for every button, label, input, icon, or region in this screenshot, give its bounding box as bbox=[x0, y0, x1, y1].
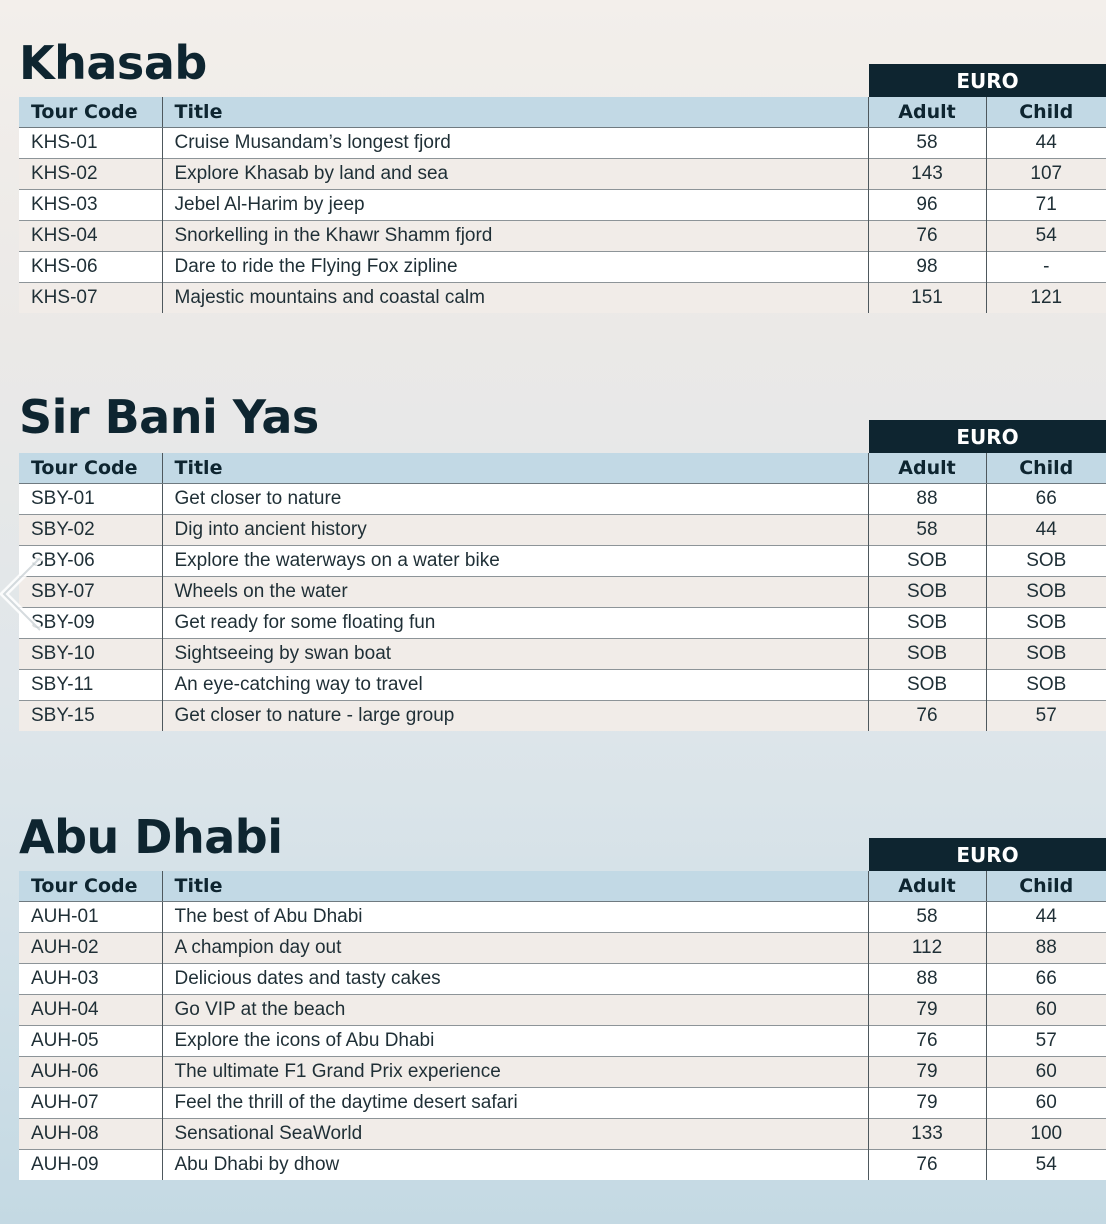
currency-header: EURO bbox=[869, 64, 1106, 97]
tour-title-cell: The best of Abu Dhabi bbox=[162, 902, 868, 933]
adult-price-cell: SOB bbox=[868, 546, 986, 577]
tour-code-cell: KHS-04 bbox=[19, 221, 162, 252]
column-header-title: Title bbox=[162, 97, 868, 128]
tour-title-cell: Sensational SeaWorld bbox=[162, 1119, 868, 1150]
child-price-cell: 44 bbox=[986, 902, 1106, 933]
tour-code-cell: AUH-06 bbox=[19, 1057, 162, 1088]
table-row bbox=[19, 608, 1106, 639]
child-price-cell: 100 bbox=[986, 1119, 1106, 1150]
tour-title-cell: Majestic mountains and coastal calm bbox=[162, 283, 868, 314]
adult-price-cell: 58 bbox=[868, 902, 986, 933]
tour-title-cell: Abu Dhabi by dhow bbox=[162, 1150, 868, 1181]
tour-code-cell: SBY-01 bbox=[19, 484, 162, 515]
table-row bbox=[19, 902, 1106, 933]
tour-title-cell: Get closer to nature - large group bbox=[162, 701, 868, 732]
tour-title-cell: Snorkelling in the Khawr Shamm fjord bbox=[162, 221, 868, 252]
child-price-cell: 60 bbox=[986, 1057, 1106, 1088]
tour-title-cell: Dare to ride the Flying Fox zipline bbox=[162, 252, 868, 283]
tour-code-cell: KHS-07 bbox=[19, 283, 162, 314]
tour-title-cell: An eye-catching way to travel bbox=[162, 670, 868, 701]
tour-code-cell: AUH-02 bbox=[19, 933, 162, 964]
table-row bbox=[19, 484, 1106, 515]
adult-price-cell: SOB bbox=[868, 577, 986, 608]
column-header-child: Child bbox=[986, 871, 1106, 902]
tour-title-cell: Explore Khasab by land and sea bbox=[162, 159, 868, 190]
child-price-cell: 57 bbox=[986, 1026, 1106, 1057]
column-header-tour-code: Tour Code bbox=[19, 97, 162, 128]
table-row bbox=[19, 639, 1106, 670]
table-header-row bbox=[19, 97, 1106, 128]
tour-title-cell: Explore the waterways on a water bike bbox=[162, 546, 868, 577]
column-header-tour-code: Tour Code bbox=[19, 453, 162, 484]
tour-title-cell: Get closer to nature bbox=[162, 484, 868, 515]
adult-price-cell: SOB bbox=[868, 639, 986, 670]
child-price-cell: 54 bbox=[986, 1150, 1106, 1181]
adult-price-cell: 133 bbox=[868, 1119, 986, 1150]
tour-title-cell: Get ready for some floating fun bbox=[162, 608, 868, 639]
tour-code-cell: AUH-07 bbox=[19, 1088, 162, 1119]
child-price-cell: 66 bbox=[986, 484, 1106, 515]
tour-title-cell: Wheels on the water bbox=[162, 577, 868, 608]
adult-price-cell: 143 bbox=[868, 159, 986, 190]
child-price-cell: 60 bbox=[986, 1088, 1106, 1119]
table-row bbox=[19, 515, 1106, 546]
tour-code-cell: KHS-03 bbox=[19, 190, 162, 221]
adult-price-cell: 79 bbox=[868, 995, 986, 1026]
currency-header: EURO bbox=[869, 838, 1106, 871]
table-row bbox=[19, 1088, 1106, 1119]
tour-title-cell: Go VIP at the beach bbox=[162, 995, 868, 1026]
tour-title-cell: Sightseeing by swan boat bbox=[162, 639, 868, 670]
tour-code-cell: KHS-01 bbox=[19, 128, 162, 159]
table-row bbox=[19, 283, 1106, 314]
child-price-cell: 60 bbox=[986, 995, 1106, 1026]
adult-price-cell: 76 bbox=[868, 1026, 986, 1057]
adult-price-cell: 76 bbox=[868, 221, 986, 252]
tour-code-cell: AUH-04 bbox=[19, 995, 162, 1026]
child-price-cell: - bbox=[986, 252, 1106, 283]
table-row bbox=[19, 546, 1106, 577]
table-row bbox=[19, 1119, 1106, 1150]
child-price-cell: 54 bbox=[986, 221, 1106, 252]
table-row bbox=[19, 933, 1106, 964]
child-price-cell: SOB bbox=[986, 577, 1106, 608]
table-header-row bbox=[19, 453, 1106, 484]
adult-price-cell: 58 bbox=[868, 128, 986, 159]
tour-code-cell: SBY-06 bbox=[19, 546, 162, 577]
adult-price-cell: 98 bbox=[868, 252, 986, 283]
tour-code-cell: AUH-05 bbox=[19, 1026, 162, 1057]
tour-price-table bbox=[19, 97, 1106, 313]
column-header-child: Child bbox=[986, 453, 1106, 484]
table-header-row bbox=[19, 871, 1106, 902]
column-header-title: Title bbox=[162, 453, 868, 484]
adult-price-cell: 96 bbox=[868, 190, 986, 221]
column-header-child: Child bbox=[986, 97, 1106, 128]
column-header-adult: Adult bbox=[868, 97, 986, 128]
table-row bbox=[19, 701, 1106, 732]
tour-code-cell: SBY-07 bbox=[19, 577, 162, 608]
column-header-adult: Adult bbox=[868, 871, 986, 902]
child-price-cell: SOB bbox=[986, 546, 1106, 577]
tour-title-cell: The ultimate F1 Grand Prix experience bbox=[162, 1057, 868, 1088]
child-price-cell: 121 bbox=[986, 283, 1106, 314]
table-row bbox=[19, 1026, 1106, 1057]
adult-price-cell: SOB bbox=[868, 608, 986, 639]
child-price-cell: SOB bbox=[986, 670, 1106, 701]
table-row bbox=[19, 1057, 1106, 1088]
tour-title-cell: Dig into ancient history bbox=[162, 515, 868, 546]
tour-code-cell: SBY-02 bbox=[19, 515, 162, 546]
section-title: Abu Dhabi bbox=[19, 810, 283, 864]
tour-code-cell: AUH-03 bbox=[19, 964, 162, 995]
section-title: Sir Bani Yas bbox=[19, 390, 319, 444]
table-row bbox=[19, 964, 1106, 995]
tour-code-cell: SBY-10 bbox=[19, 639, 162, 670]
tour-title-cell: Jebel Al-Harim by jeep bbox=[162, 190, 868, 221]
table-row bbox=[19, 252, 1106, 283]
child-price-cell: 88 bbox=[986, 933, 1106, 964]
table-row bbox=[19, 128, 1106, 159]
tour-title-cell: Delicious dates and tasty cakes bbox=[162, 964, 868, 995]
tour-code-cell: AUH-08 bbox=[19, 1119, 162, 1150]
section-title: Khasab bbox=[19, 36, 207, 90]
table-row bbox=[19, 190, 1106, 221]
tour-code-cell: AUH-01 bbox=[19, 902, 162, 933]
child-price-cell: 57 bbox=[986, 701, 1106, 732]
tour-code-cell: KHS-02 bbox=[19, 159, 162, 190]
tour-code-cell: KHS-06 bbox=[19, 252, 162, 283]
child-price-cell: 44 bbox=[986, 128, 1106, 159]
child-price-cell: SOB bbox=[986, 608, 1106, 639]
table-row bbox=[19, 159, 1106, 190]
tour-code-cell: SBY-15 bbox=[19, 701, 162, 732]
adult-price-cell: 79 bbox=[868, 1088, 986, 1119]
tour-code-cell: SBY-09 bbox=[19, 608, 162, 639]
adult-price-cell: 58 bbox=[868, 515, 986, 546]
tour-title-cell: Explore the icons of Abu Dhabi bbox=[162, 1026, 868, 1057]
adult-price-cell: 76 bbox=[868, 701, 986, 732]
adult-price-cell: 88 bbox=[868, 484, 986, 515]
tour-title-cell: A champion day out bbox=[162, 933, 868, 964]
table-row bbox=[19, 221, 1106, 252]
adult-price-cell: 79 bbox=[868, 1057, 986, 1088]
child-price-cell: 66 bbox=[986, 964, 1106, 995]
column-header-adult: Adult bbox=[868, 453, 986, 484]
column-header-title: Title bbox=[162, 871, 868, 902]
table-row bbox=[19, 577, 1106, 608]
tour-title-cell: Feel the thrill of the daytime desert safari bbox=[162, 1088, 868, 1119]
chevron-left-icon bbox=[0, 556, 44, 636]
table-row bbox=[19, 670, 1106, 701]
child-price-cell: SOB bbox=[986, 639, 1106, 670]
child-price-cell: 44 bbox=[986, 515, 1106, 546]
adult-price-cell: 88 bbox=[868, 964, 986, 995]
tour-code-cell: SBY-11 bbox=[19, 670, 162, 701]
tour-price-table bbox=[19, 871, 1106, 1180]
child-price-cell: 71 bbox=[986, 190, 1106, 221]
currency-header: EURO bbox=[869, 420, 1106, 453]
adult-price-cell: 76 bbox=[868, 1150, 986, 1181]
adult-price-cell: 112 bbox=[868, 933, 986, 964]
tour-price-table bbox=[19, 453, 1106, 731]
child-price-cell: 107 bbox=[986, 159, 1106, 190]
table-row bbox=[19, 995, 1106, 1026]
adult-price-cell: SOB bbox=[868, 670, 986, 701]
previous-page-button[interactable] bbox=[0, 556, 44, 636]
tour-title-cell: Cruise Musandam’s longest fjord bbox=[162, 128, 868, 159]
table-row bbox=[19, 1150, 1106, 1181]
adult-price-cell: 151 bbox=[868, 283, 986, 314]
tour-code-cell: AUH-09 bbox=[19, 1150, 162, 1181]
column-header-tour-code: Tour Code bbox=[19, 871, 162, 902]
